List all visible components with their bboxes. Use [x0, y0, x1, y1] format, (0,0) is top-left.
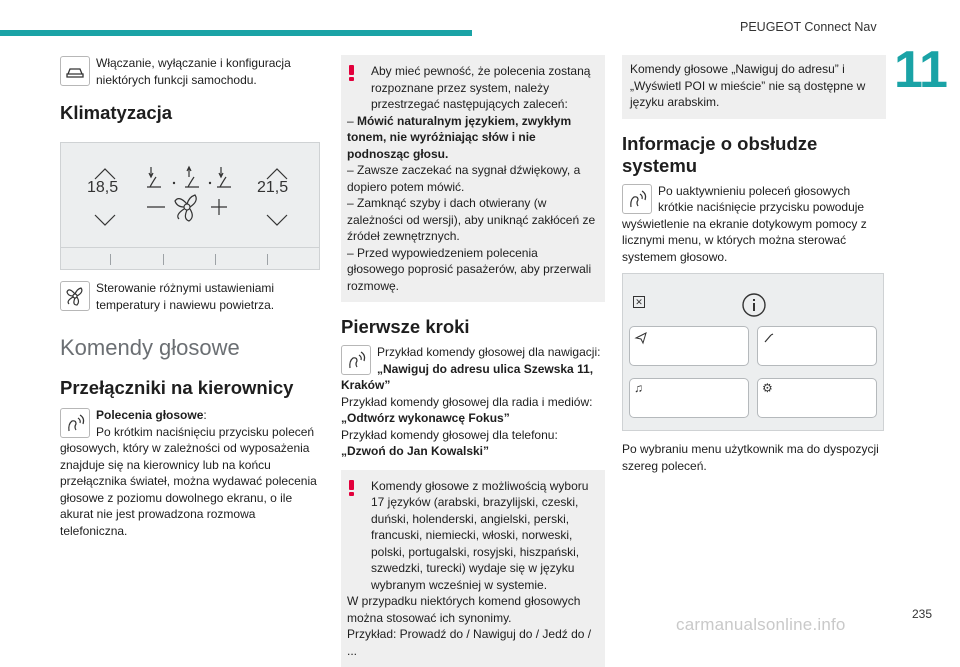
steering-label: Polecenia głosowe: [96, 408, 203, 422]
temp-right[interactable]: 21,5: [257, 179, 288, 197]
warning-icon: [349, 65, 354, 79]
voice-commands-heading: Komendy głosowe: [60, 335, 322, 361]
steering-text: Po krótkim naciśnięciu przycisku poleceń głosowych, który w zależności od wyposażenia znajduje się na kierownicy lub na końcu przełącznika świateł, można wydawać polecenia głosowe z poziomu dowolnego ekranu, o ile akurat nie jest prowadzona rozmowa telefoniczna.: [60, 424, 322, 540]
dash: –: [347, 114, 354, 128]
warning-1-item-3: Zamknąć szyby i dach otwierany (w zależności od wersji), aby uniknąć zakłóceń ze źródeł zewnętrznych.: [347, 196, 595, 243]
warning-1-lead: Aby mieć pewność, że polecenia zostaną rozpoznane przez system, należy przestrzegać następujących zaleceń:: [347, 63, 597, 113]
temp-left[interactable]: 18,5: [87, 179, 118, 197]
voice-help-screen: [622, 273, 884, 431]
navigation-icon: [634, 331, 648, 345]
after-menu-text: Po wybraniu menu użytkownik ma do dyspozycji szereg poleceń.: [622, 441, 886, 474]
system-info-heading: Informacje o obsłudze systemu: [622, 133, 822, 177]
radio-example-lead: Przykład komendy głosowej dla radia i mediów:: [341, 394, 605, 411]
fan-icon: [60, 281, 90, 311]
intro-text: Włączanie, wyłączanie i konfiguracja niektórych funkcji samochodu.: [60, 55, 322, 88]
left-temp-up-chevron: [95, 169, 115, 179]
climate-screen: [60, 142, 320, 270]
music-icon: ♫: [634, 381, 643, 395]
right-temp-down-chevron: [267, 215, 287, 225]
system-info-text: Po uaktywnieniu poleceń głosowych krótkie naciśnięcie przycisku powoduje wyświetlenie na ekranie dotykowym pomocy z licznymi menu, w których można sterować systemem głosowo.: [622, 183, 886, 266]
column-2: [341, 55, 605, 667]
dash: –: [347, 246, 354, 260]
warning-2-synonyms: W przypadku niektórych komend głosowych można stosować ich synonimy.: [347, 593, 597, 626]
tile-navigation[interactable]: [629, 326, 749, 366]
climate-lower-bar: [61, 247, 319, 269]
tile-media[interactable]: [629, 378, 749, 418]
page-number: 235: [912, 607, 932, 621]
header-title: PEUGEOT Connect Nav: [740, 20, 877, 34]
voice-command-icon: [60, 408, 90, 438]
climate-text: Sterowanie różnymi ustawieniami temperatury i nawiewu powietrza.: [60, 280, 322, 313]
warning-2-example: Przykład: Prowadź do / Nawiguj do / Jedź do / ...: [347, 626, 597, 659]
steering-switches-heading: Przełączniki na kierownicy: [60, 377, 322, 399]
radio-example: „Odtwórz wykonawcę Fokus”: [341, 410, 605, 427]
voice-command-icon: [622, 184, 652, 214]
info-icon[interactable]: [741, 292, 767, 318]
nav-example-lead: Przykład komendy głosowej dla nawigacji:: [341, 344, 605, 361]
column-3: [622, 55, 886, 474]
gear-icon: ⚙: [762, 381, 773, 395]
warning-2-text: Komendy głosowe z możliwością wyboru 17 języków (arabski, brazylijski, czeski, duński, holenderski, angielski, perski, francuski, niemiecki, włoski, norweski, polski, portugalski, rosyjski, hiszpański, szwedzki, turecki) wydaje się w języku wybranym wcześniej w systemie.: [371, 479, 588, 592]
tile-settings[interactable]: [757, 378, 877, 418]
column-1: [60, 55, 322, 539]
phone-example: „Dzwoń do Jan Kowalski”: [341, 443, 605, 460]
first-steps-heading: Pierwsze kroki: [341, 316, 605, 338]
warning-1-item-2: Zawsze zaczekać na sygnał dźwiękowy, a dopiero potem mówić.: [347, 163, 580, 194]
steering-colon: :: [203, 408, 206, 422]
climate-heading: Klimatyzacja: [60, 102, 322, 124]
close-icon[interactable]: ✕: [633, 296, 645, 308]
header-accent-bar: [0, 30, 472, 36]
car-icon: [60, 56, 90, 86]
warning-box-2: [341, 470, 605, 667]
tile-telephone[interactable]: [757, 326, 877, 366]
phone-example-lead: Przykład komendy głosowej dla telefonu:: [341, 427, 605, 444]
dash: –: [347, 163, 354, 177]
warning-2-text-start: [347, 478, 597, 594]
watermark: carmanualsonline.info: [676, 615, 846, 635]
arabic-note: Komendy głosowe „Nawiguj do adresu” i „Wyświetl POI w mieście” nie są dostępne w języku arabskim.: [630, 61, 878, 111]
right-temp-up-chevron: [267, 169, 287, 179]
chapter-number: 11: [894, 40, 947, 100]
warning-icon: [349, 480, 354, 494]
left-temp-down-chevron: [95, 215, 115, 225]
dash: –: [347, 196, 354, 210]
voice-command-icon: [341, 345, 371, 375]
arabic-note-box: [622, 55, 886, 119]
warning-1-item-1: Mówić naturalnym językiem, zwykłym tonem, nie wyróżniając słów i nie podnosząc głosu.: [347, 114, 571, 161]
phone-icon: [762, 331, 776, 345]
fan-plus: [211, 199, 227, 215]
nav-example: „Nawiguj do adresu ulica Szewska 11, Kraków”: [341, 361, 605, 394]
warning-1-item-4: Przed wypowiedzeniem polecenia głosowego poprosić pasażerów, aby przerwali rozmowę.: [347, 246, 591, 293]
warning-box-1: [341, 55, 605, 302]
